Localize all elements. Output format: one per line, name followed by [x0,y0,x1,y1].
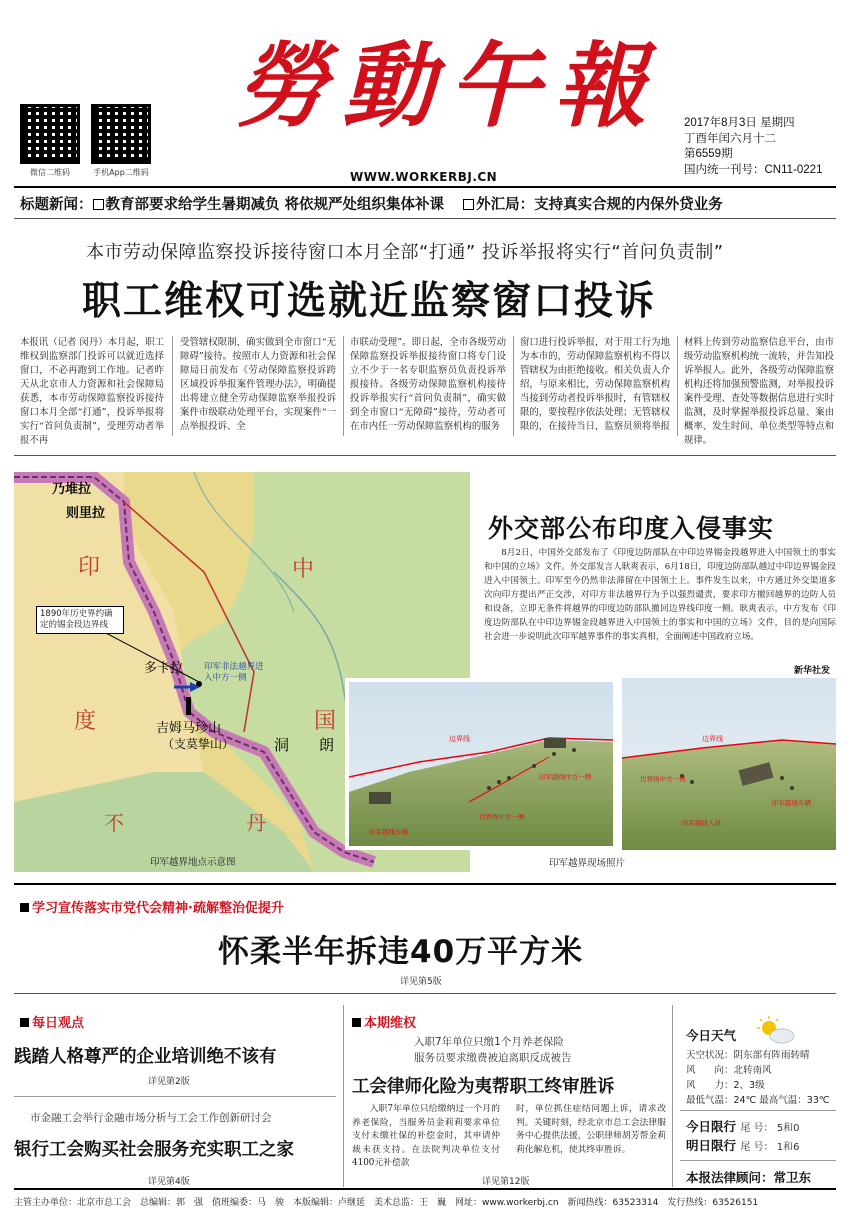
map-label-lang: 朗 [319,736,335,754]
rights-section-tag [352,1012,416,1031]
photo-graphic [622,678,836,850]
map-label-bu: 不 [104,811,124,835]
issue-lunar-date: 丁酉年闰六月十二 [684,132,776,145]
traffic-limit-tomorrow [686,1136,799,1154]
map-label-zelila: 则里拉 [66,506,106,521]
qr-code-app [91,104,151,178]
square-bullet-icon [20,903,29,912]
photo-caption: 印军越界现场照片 [549,858,626,869]
lead-column-5: 材料上传到劳动监察信息平台，由市级劳动监察机构统一流转，并告知投诉举报人。此外，各级劳动保障监察机构还将加强预警监测，对举报投诉案件受理、查处等数据信息进行实时监测，及时掌握举报投诉总量、案由概率、发生时间、单位类型等特点和规律。 [684,337,835,446]
map-label-jimumazhenshan: 吉姆马珍山 [156,721,222,736]
lead-column-3: 市联动受理”。即日起，全市各级劳动保障监察投诉举报接待窗口将专门设立不少于一名专职监察员负责投诉举报接待。各级劳动保障监察机构接待投诉举报实行“首问负责制”，确实做到全市窗口“无障碍”接待，劳动者可在市内任一劳动保障监察机构的服务 [350,337,506,432]
column-divider [343,336,344,436]
divider [14,1096,336,1097]
map-label-duokala: 多卡拉 [144,661,184,676]
wind-direction-label: 风 向： [686,1065,734,1076]
map-label-dong: 洞 [274,736,290,754]
divider [14,455,836,456]
incursion-photo-1 [345,678,617,850]
map-arrow-label: 印军非法越界进入中方一侧 [204,662,264,683]
opinion-tag-text: 每日观点 [32,1016,85,1031]
qr-caption-app: 手机App二维码 [93,168,149,177]
map-label-yin: 印 [78,555,101,580]
lead-headline[interactable]: 职工维权可选就近监察窗口投诉 [82,279,657,324]
limit-tomorrow-label: 明日限行 [686,1138,737,1153]
divider [680,1160,836,1161]
foreign-byline: 新华社发 [794,666,831,676]
qr-code-wechat [20,104,80,178]
sky-label: 天空状况： [686,1050,734,1061]
column-divider [677,336,678,436]
issue-number: 第6559期 [684,148,733,160]
wind-force-label: 风 力： [686,1080,734,1091]
map-label-zhimozhishan: （支莫挚山） [162,737,235,751]
lead-subhead: 本市劳动保障监察投诉接待窗口本月全部“打通” 投诉举报将实行“首问负责制” [86,242,724,263]
newspaper-logo: 勞動午報 [236,32,661,140]
photo2-label-vehicle: 印军越境车辆 [772,799,811,807]
promo-see-page[interactable]: 详见第5版 [400,977,442,987]
map-label-du: 度 [74,709,97,734]
opinion-headline[interactable]: 践踏人格尊严的企业培训绝不该有 [14,1047,277,1067]
rights-tag-text: 本期维权 [364,1016,417,1031]
photo1-label-border: 边界线 [449,735,470,743]
issue-cn-code: 国内统一刊号：CN11-0221 [684,163,823,176]
lead-column-2: 受管辖权限制，确实做到全市窗口“无障碍”接待。按照市人力资源和社会保障局日前发布《劳动保障监察投诉跨区域投诉举报案件管理办法》，明确提出将建立健全劳动保障监察举报投诉案件市级联动处理平台，实现案件“一点举报投诉、全 [180,337,336,432]
lead-column-1: 本报讯（记者 闵丹）本月起，职工维权到监察部门投诉可以就近选择窗口，不必再跑到工作地。记者昨天从北京市人力资源和社会保障局获悉，本市劳动保障监察投诉接待窗口本月全部“打通”，投诉举报将实行“首问负责制”，受理劳动者举报不再 [20,337,164,446]
finance-headline[interactable]: 银行工会购买社会服务充实职工之家 [14,1140,294,1160]
map-label-naidula: 乃堆拉 [52,482,92,497]
photo2-label-border: 边界线 [702,735,723,743]
issue-info [684,116,822,178]
limit-today-value: 尾 号： 5和0 [740,1123,800,1134]
map-caption: 印军越界地点示意图 [150,857,236,868]
divider [680,1110,836,1111]
temperature-range: 最低气温：24℃ 最高气温：33℃ [686,1095,830,1106]
wind-direction-value: 北转南风 [733,1065,772,1076]
column-divider [672,1005,673,1187]
square-bullet-icon [20,1018,29,1027]
legal-advisor: 本报法律顾问：常卫东 [686,1170,812,1185]
rights-subhead-1: 入职7年单位只缴1个月养老保险 [414,1036,564,1048]
weather-details [686,1048,836,1108]
weather-title: 今日天气 [686,1028,737,1043]
headline-news-item-1[interactable]: 教育部要求给学生暑期减负 将依规严处组织集体补课 [105,197,445,213]
lead-column-4: 窗口进行投诉举报，对于用工行为地为本市的，劳动保障监察机构不得以管辖权为由拒绝接收。相关负责人介绍，与原来相比，劳动保障监察机构当接到劳动者投诉举报时，有管辖权限的，要按程序依法处理；无管辖权限的，在接待当日，监察员须将举报 [520,337,671,432]
column-divider [172,336,173,436]
issue-date: 2017年8月3日 星期四 [684,117,795,129]
rights-subhead-2: 服务员要求缴费被迫离职反成被告 [414,1052,572,1064]
divider [14,883,836,885]
headline-news-bar [20,193,840,214]
photo1-label-side: 印军越线中方一侧 [539,773,591,781]
checkbox-icon [463,199,474,210]
map-callout-box: 1890年历史界约确定的锡金段边界线 [36,606,124,634]
headline-news-label: 标题新闻： [20,197,93,213]
photo-graphic [349,682,613,846]
rights-headline[interactable]: 工会律师化险为夷帮职工终审胜诉 [352,1077,615,1097]
wind-force-value: 2、3级 [733,1080,765,1091]
rights-see-page[interactable]: 详见第12版 [482,1177,530,1187]
footer-info: 主管主办单位：北京市总工会 总编辑：郭 强 值班编委：马 骏 本版编辑：卢继延 美术总监：王 巍 网址：www.workerbj.cn 新闻热线：63523314 发行热线：63526151 [14,1198,759,1208]
limit-today-label: 今日限行 [686,1119,737,1134]
limit-tomorrow-value: 尾 号： 1和6 [740,1142,800,1153]
foreign-headline[interactable]: 外交部公布印度入侵事实 [488,514,775,543]
divider [14,993,836,994]
map-label-dan: 丹 [246,811,266,835]
map-label-guo: 国 [314,709,337,734]
column-divider [513,336,514,436]
divider [14,218,836,219]
photo2-label-chinaside: 边界线中方一侧 [640,775,686,783]
footer-rule [14,1188,836,1190]
finance-subhead: 市金融工会举行金融市场分析与工会工作创新研讨会 [30,1112,272,1124]
rights-column-1: 入职7年单位只给缴纳过一个月的养老保险，当服务员金莉莉要求单位支付未缴社保的补偿金时，其申请仲裁未获支持。在法院判决单位支付4100元补偿款 [352,1104,500,1168]
promo-tag-text: 学习宣传落实市党代会精神·疏解整治促提升 [32,901,284,916]
promo-headline[interactable]: 怀柔半年拆违40万平方米 [218,934,584,970]
checkbox-icon [93,199,104,210]
sky-value: 阴东部有阵雨转晴 [733,1050,810,1061]
traffic-limit-today [686,1117,799,1135]
foreign-body: 8月2日，中国外交部发布了《印度边防部队在中印边界锡金段越界进入中国领土的事实和中国的立场》文件。外交部发言人耿爽表示，6月18日，印度边防部队越过中印边界锡金段进入中国领土。印军至今仍然非法滞留在中国领土上。事件发生以来，中方通过外交渠道多次向印方提出严正交涉，对印方非法越界行为予以强烈谴责，要求印方撤回越界的边防人员和设备，立即无条件将越界的印度边防部队撤回边界线印度一侧。耿爽表示，中方发布《印度边防部队在中印边界锡金段越界进入中国领土的事实和中国的立场》文件，目的是向国际社会进一步说明此次印军越界事件的事实真相，全面阐述中国政府立场。 [484,548,836,642]
rights-column-2: 时，单位抓住症结问题上诉，请求改判。关键时刻，经北京市总工会法律服务中心提供法援，公职律师胡芳帮金莉莉化解危机，使其终审胜诉。 [516,1104,666,1155]
opinion-see-page[interactable]: 详见第2版 [148,1077,190,1087]
promo-section-tag [20,897,284,916]
opinion-section-tag [20,1012,84,1031]
map-label-zhong: 中 [292,557,315,582]
sun-cloud-icon [756,1016,796,1046]
photo1-label-vehicles: 印军越线车辆 [369,828,408,836]
photo1-label-chinaside: 边界线中方一侧 [479,813,525,821]
headline-news-item-2[interactable]: 外汇局：支持真实合规的内保外贷业务 [476,197,723,213]
square-bullet-icon [352,1018,361,1027]
photo2-label-personnel: 印军越线人员 [682,819,721,827]
finance-see-page[interactable]: 详见第4版 [148,1177,190,1187]
qr-caption-wechat: 微信二维码 [30,168,70,177]
column-divider [343,1005,344,1187]
masthead-rule [14,186,836,188]
site-url[interactable]: WWW.WORKERBJ.CN [350,170,498,184]
incursion-photo-2 [622,678,836,850]
